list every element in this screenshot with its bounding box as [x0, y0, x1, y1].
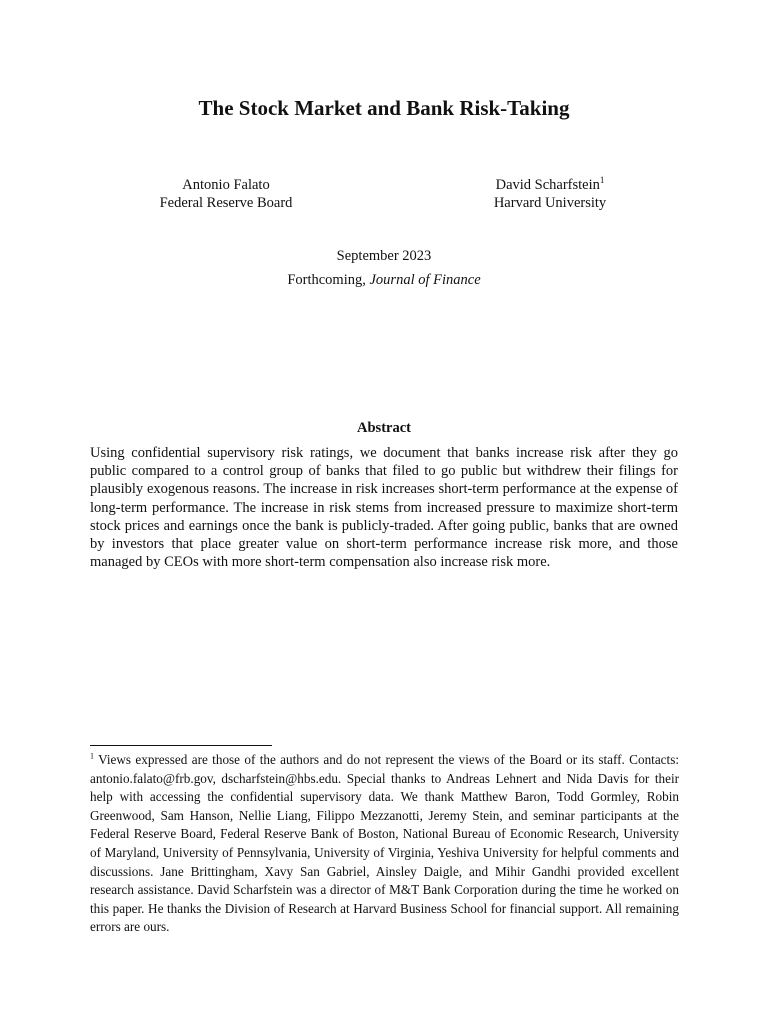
venue-prefix: Forthcoming, [287, 272, 370, 288]
footnote [90, 751, 679, 937]
paper-title: The Stock Market and Bank Risk-Taking [198, 96, 570, 120]
paper-venue [0, 272, 768, 289]
journal-name: Journal of Finance [369, 272, 481, 288]
author-name: Antonio Falato [182, 177, 270, 193]
paper-date: September 2023 [336, 248, 432, 264]
author-name: David Scharfstein [495, 177, 600, 193]
abstract-text: Using confidential supervisory risk ratings, we document that banks increase risk after they go public compared to a control group of banks that filed to go public but withdrew their filings for plausibly exogenous reasons. The increase in risk increases short-term performance at the expense of long-term performance. The increase in risk stems from increased pressure to maximize short-term stock prices and earnings once the bank is publicly-traded. After going public, banks that are owned by investors that place greater value on short-term performance increase risk more, and those managed by CEOs with more short-term compensation also increase risk more. [90, 445, 678, 571]
author-affiliation: Harvard University [493, 195, 607, 211]
abstract-heading: Abstract [357, 420, 411, 436]
author-affiliation: Federal Reserve Board [159, 195, 293, 211]
footnote-text: Views expressed are those of the authors and do not represent the views of the Board or its staff. Contacts: antonio.falato@frb.gov, dscharfstein@hbs.edu. Special thanks to Andreas Lehnert and Nida Davis for their help with accessing the confidential supervisory data. We thank Matthew Baron, Todd Gormley, Robin Greenwood, Sam Hanson, Nellie Liang, Filippo Mezzanotti, Jeremy Stein, and seminar participants at the Federal Reserve Board, Federal Reserve Bank of Boston, National Bureau of Economic Research, University of Maryland, University of Pennsylvania, University of Virginia, Yeshiva University for helpful comments and discussions. Jane Brittingham, Xavy San Gabriel, Ainsley Daigle, and Mihir Gandhi provided excellent research assistance. David Scharfstein was a director of M&T Bank Corporation during the time he worked on this paper. He thanks the Division of Research at Harvard Business School for financial support. All remaining errors are ours. [90, 752, 679, 935]
footnote-divider [90, 745, 272, 746]
author-block-scharfstein [462, 176, 638, 212]
author-block-falato [128, 176, 324, 212]
footnote-marker: 1 [599, 175, 605, 186]
footnote-number: 1 [90, 751, 94, 761]
